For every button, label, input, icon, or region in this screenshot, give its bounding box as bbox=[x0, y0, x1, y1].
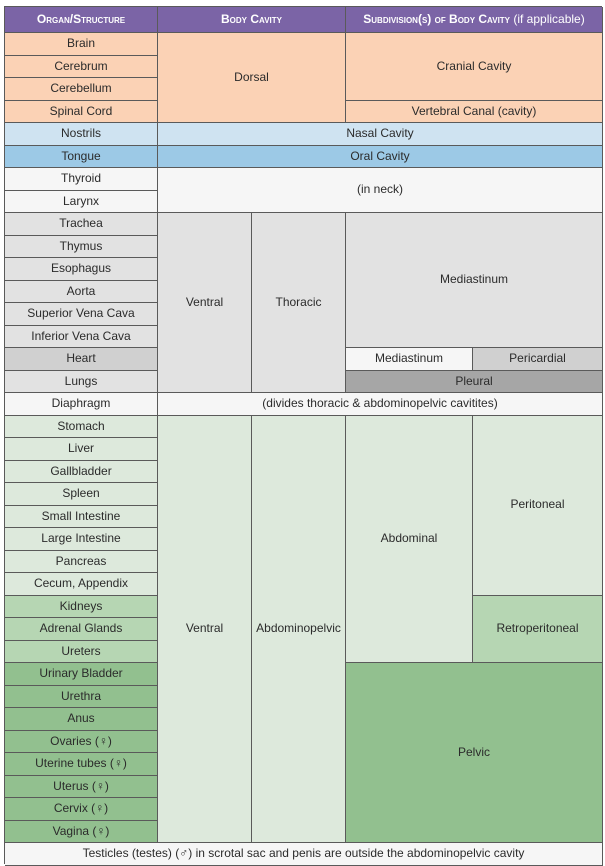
header-body-cavity: Body Cavity bbox=[158, 7, 346, 33]
organ-cell: Spleen bbox=[5, 483, 158, 506]
organ-cell: Adrenal Glands bbox=[5, 618, 158, 641]
pericardial-cell: Pericardial bbox=[473, 348, 603, 371]
ventral-abdominopelvic-cell: Ventral bbox=[158, 416, 252, 844]
mediastinum-cell: Mediastinum bbox=[346, 213, 603, 348]
vertebral-canal-cell: Vertebral Canal (cavity) bbox=[346, 101, 603, 124]
organ-cell: Thymus bbox=[5, 236, 158, 259]
heart-mediastinum-cell: Mediastinum bbox=[346, 348, 473, 371]
oral-cavity-cell: Oral Cavity bbox=[158, 146, 603, 169]
organ-cell: Anus bbox=[5, 708, 158, 731]
organ-cell: Ureters bbox=[5, 641, 158, 664]
header-subdivision bbox=[346, 7, 603, 33]
organ-cell: Gallbladder bbox=[5, 461, 158, 484]
organ-cell: Pancreas bbox=[5, 551, 158, 574]
organ-cell: Lungs bbox=[5, 371, 158, 394]
organ-cell: Superior Vena Cava bbox=[5, 303, 158, 326]
footer-note: Testicles (testes) (♂) in scrotal sac and penis are outside the abdominopelvic cavity bbox=[5, 843, 603, 866]
organ-cell: Aorta bbox=[5, 281, 158, 304]
organ-cell: Kidneys bbox=[5, 596, 158, 619]
ventral-thoracic-cell: Ventral bbox=[158, 213, 252, 393]
organ-cell: Liver bbox=[5, 438, 158, 461]
organ-cell: Cecum, Appendix bbox=[5, 573, 158, 596]
organ-cell: Inferior Vena Cava bbox=[5, 326, 158, 349]
organ-cell: Spinal Cord bbox=[5, 101, 158, 124]
dorsal-cavity-cell: Dorsal bbox=[158, 33, 346, 123]
organ-cell: Trachea bbox=[5, 213, 158, 236]
organ-cell: Cerebellum bbox=[5, 78, 158, 101]
diaphragm-note-cell: (divides thoracic & abdominopelvic cavitites) bbox=[158, 393, 603, 416]
neck-cell: (in neck) bbox=[158, 168, 603, 213]
pleural-cell: Pleural bbox=[346, 371, 603, 394]
nasal-cavity-cell: Nasal Cavity bbox=[158, 123, 603, 146]
organ-cell: Tongue bbox=[5, 146, 158, 169]
header-organ-structure: Organ/Structure bbox=[5, 7, 158, 33]
abdominopelvic-cell: Abdominopelvic bbox=[252, 416, 346, 844]
peritoneal-cell: Peritoneal bbox=[473, 416, 603, 596]
pelvic-cell: Pelvic bbox=[346, 663, 603, 843]
organ-cell: Cerebrum bbox=[5, 56, 158, 79]
organ-cell: Heart bbox=[5, 348, 158, 371]
abdominal-cell: Abdominal bbox=[346, 416, 473, 664]
organ-cell: Vagina (♀) bbox=[5, 821, 158, 844]
header-subdivision-label: Subdivision(s) of Body Cavity bbox=[363, 11, 511, 26]
organ-cell: Nostrils bbox=[5, 123, 158, 146]
organ-cell: Diaphragm bbox=[5, 393, 158, 416]
organ-cell: Cervix (♀) bbox=[5, 798, 158, 821]
organ-cell: Uterus (♀) bbox=[5, 776, 158, 799]
organ-cell: Uterine tubes (♀) bbox=[5, 753, 158, 776]
cranial-cavity-cell: Cranial Cavity bbox=[346, 33, 603, 101]
organ-cell: Larynx bbox=[5, 191, 158, 214]
organ-cell: Brain bbox=[5, 33, 158, 56]
organ-cell: Thyroid bbox=[5, 168, 158, 191]
organ-cell: Esophagus bbox=[5, 258, 158, 281]
cavity-table bbox=[4, 6, 602, 864]
organ-cell: Urinary Bladder bbox=[5, 663, 158, 686]
thoracic-cell: Thoracic bbox=[252, 213, 346, 393]
organ-cell: Small Intestine bbox=[5, 506, 158, 529]
retroperitoneal-cell: Retroperitoneal bbox=[473, 596, 603, 664]
organ-cell: Large Intestine bbox=[5, 528, 158, 551]
organ-cell: Urethra bbox=[5, 686, 158, 709]
organ-cell: Stomach bbox=[5, 416, 158, 439]
organ-cell: Ovaries (♀) bbox=[5, 731, 158, 754]
header-subdivision-suffix: (if applicable) bbox=[510, 11, 585, 26]
